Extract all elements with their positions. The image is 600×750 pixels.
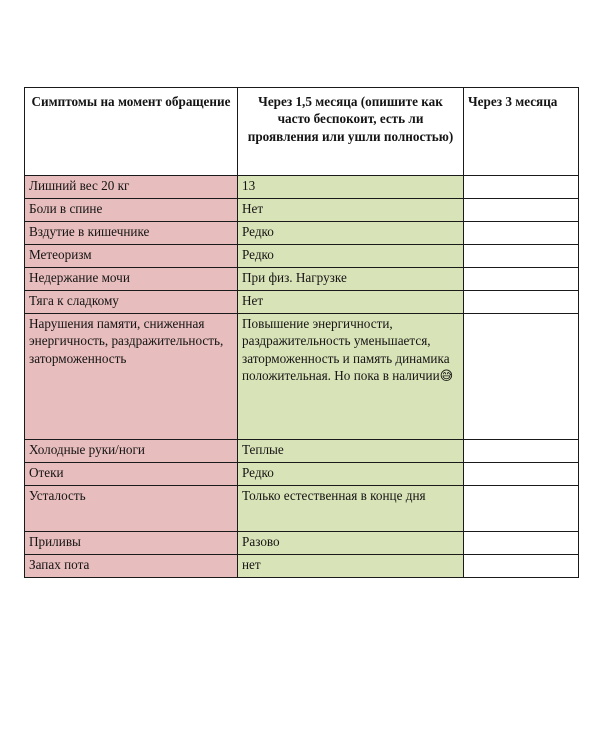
cell-answer: нет bbox=[238, 555, 464, 578]
cell-answer: Редко bbox=[238, 222, 464, 245]
cell-after-3-months bbox=[464, 440, 579, 463]
cell-symptom: Запах пота bbox=[25, 555, 238, 578]
cell-after-3-months bbox=[464, 532, 579, 555]
cell-symptom: Метеоризм bbox=[25, 245, 238, 268]
symptom-tracking-table bbox=[24, 87, 579, 578]
cell-after-3-months bbox=[464, 268, 579, 291]
cell-after-3-months bbox=[464, 463, 579, 486]
cell-answer: Нет bbox=[238, 199, 464, 222]
cell-after-3-months bbox=[464, 176, 579, 199]
table-row bbox=[25, 532, 579, 555]
cell-answer: Нет bbox=[238, 291, 464, 314]
table-row bbox=[25, 486, 579, 532]
table-row bbox=[25, 268, 579, 291]
cell-answer: Редко bbox=[238, 245, 464, 268]
table-row bbox=[25, 291, 579, 314]
table-row bbox=[25, 440, 579, 463]
cell-answer: Редко bbox=[238, 463, 464, 486]
answer-text: Повышение энергичности, раздражительность уменьшается, заторможенность и память динамика положительная. Но пока в наличии bbox=[242, 316, 450, 384]
cell-answer bbox=[238, 314, 464, 440]
cell-symptom: Отеки bbox=[25, 463, 238, 486]
cell-after-3-months bbox=[464, 486, 579, 532]
table-row bbox=[25, 555, 579, 578]
column-header-after-3-months: Через 3 месяца bbox=[464, 88, 579, 176]
cell-answer: Разово bbox=[238, 532, 464, 555]
column-header-after-1-5-months: Через 1,5 месяца (опишите как часто беспокоит, есть ли проявления или ушли полностью) bbox=[238, 88, 464, 176]
table-row bbox=[25, 199, 579, 222]
table-row bbox=[25, 176, 579, 199]
cell-symptom: Боли в спине bbox=[25, 199, 238, 222]
cell-symptom: Вздутие в кишечнике bbox=[25, 222, 238, 245]
cell-answer: Только естественная в конце дня bbox=[238, 486, 464, 532]
cell-after-3-months bbox=[464, 291, 579, 314]
cell-symptom: Усталость bbox=[25, 486, 238, 532]
cell-answer: При физ. Нагрузке bbox=[238, 268, 464, 291]
symptom-tracking-table-container bbox=[24, 87, 578, 578]
header-row bbox=[25, 88, 579, 176]
cell-symptom: Нарушения памяти, сниженная энергичность, раздражительность, заторможенность bbox=[25, 314, 238, 440]
table-row bbox=[25, 463, 579, 486]
cell-symptom: Тяга к сладкому bbox=[25, 291, 238, 314]
table-row bbox=[25, 222, 579, 245]
cell-after-3-months bbox=[464, 199, 579, 222]
cell-after-3-months bbox=[464, 222, 579, 245]
cell-after-3-months bbox=[464, 314, 579, 440]
cell-symptom: Недержание мочи bbox=[25, 268, 238, 291]
cell-answer: Теплые bbox=[238, 440, 464, 463]
cell-symptom: Лишний вес 20 кг bbox=[25, 176, 238, 199]
cell-symptom: Холодные руки/ноги bbox=[25, 440, 238, 463]
cell-after-3-months bbox=[464, 555, 579, 578]
cell-answer: 13 bbox=[238, 176, 464, 199]
table-header bbox=[25, 88, 579, 176]
table-row bbox=[25, 314, 579, 440]
cell-after-3-months bbox=[464, 245, 579, 268]
cell-symptom: Приливы bbox=[25, 532, 238, 555]
smiling-face-with-sweat-icon: 😅 bbox=[439, 369, 454, 385]
table-body bbox=[25, 176, 579, 578]
column-header-symptoms: Симптомы на момент обращение bbox=[25, 88, 238, 176]
table-row bbox=[25, 245, 579, 268]
